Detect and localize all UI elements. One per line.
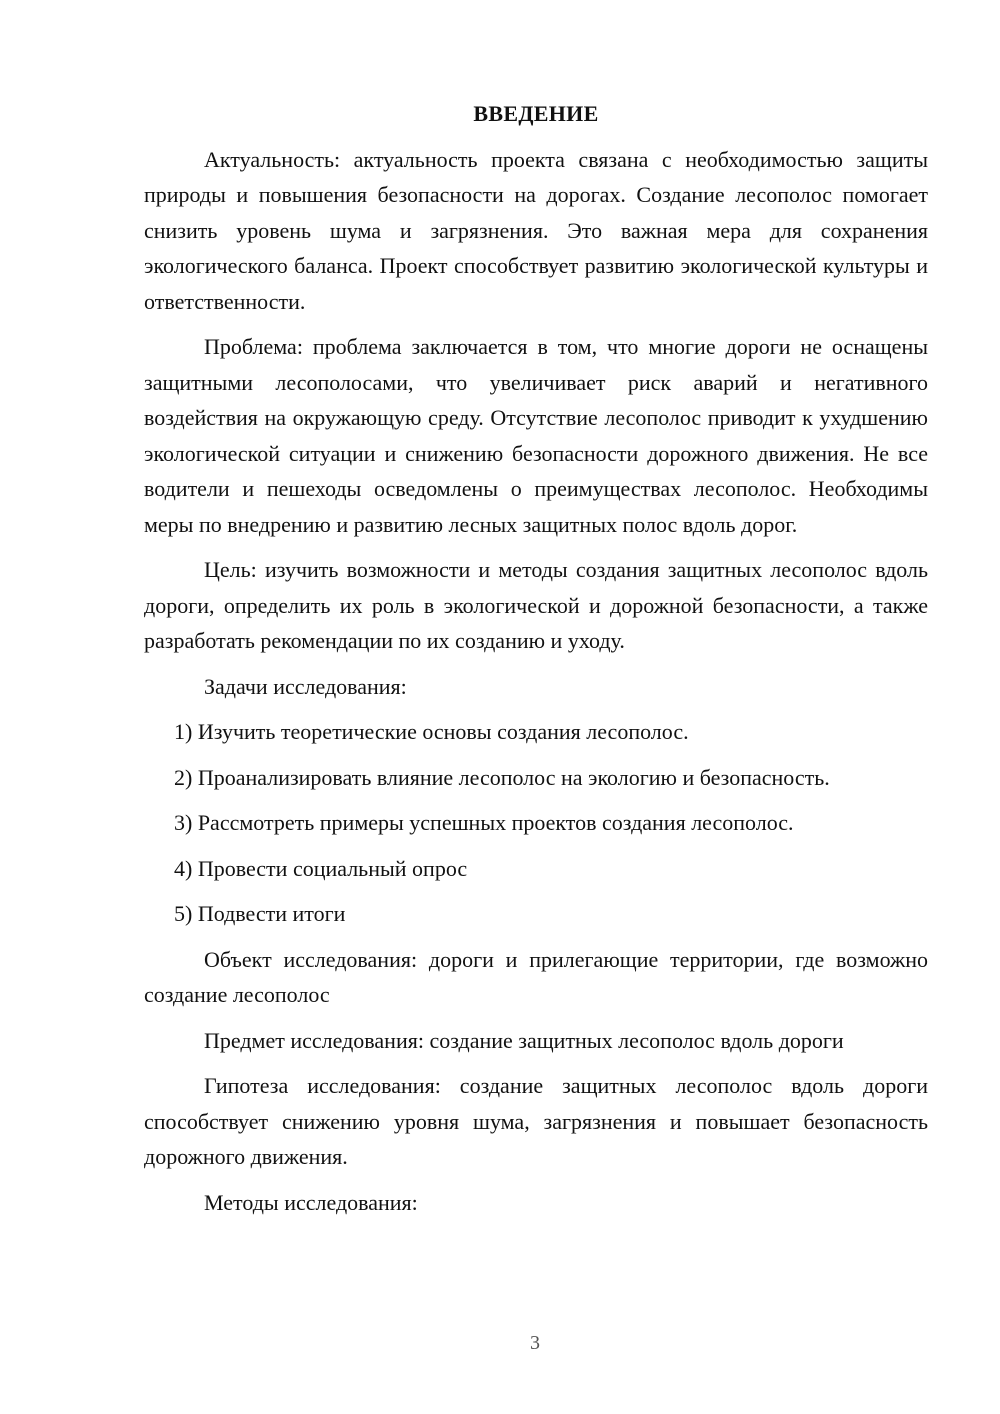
subject-paragraph: Предмет исследования: создание защитных лесополос вдоль дороги [204, 1027, 844, 1053]
list-item: 2) Проанализировать влияние лесополос на экологию и безопасность. [174, 764, 830, 790]
page-number: 3 [530, 1332, 540, 1354]
problem-paragraph: Проблема: проблема заключается в том, что многие дороги не оснащены защитными лесополосами, что увеличивает риск аварий и негативного воздействия на окружающую среду. Отсутствие лесополос приводит к ухудшению экологической ситуации и снижению безопасности дорожного движения. Не все водители и пешеходы осведомлены о преимуществах лесополос. Необходимы меры по внедрению и развитию лесных защитных полос вдоль дорог. [144, 334, 928, 537]
hypothesis-paragraph: Гипотеза исследования: создание защитных лесополос вдоль дороги способствует снижению уровня шума, загрязнения и повышает безопасность дорожного движения. [144, 1073, 928, 1169]
list-item: 5) Подвести итоги [174, 901, 346, 926]
page-title: ВВЕДЕНИЕ [473, 101, 599, 126]
goal-paragraph: Цель: изучить возможности и методы создания защитных лесополос вдоль дороги, определить их роль в экологической и дорожной безопасности, а также разработать рекомендации по их созданию и уходу. [144, 557, 928, 653]
object-paragraph: Объект исследования: дороги и прилегающие территории, где возможно создание лесополос [144, 946, 928, 1007]
list-item: 3) Рассмотреть примеры успешных проектов создания лесополос. [174, 810, 794, 835]
methods-heading: Методы исследования: [204, 1189, 418, 1215]
relevance-paragraph: Актуальность: актуальность проекта связана с необходимостью защиты природы и повышения безопасности на дорогах. Создание лесополос помогает снизить уровень шума и загрязнения. Это важная мера для сохранения экологического баланса. Проект способствует развитию экологической культуры и ответственности. [144, 146, 928, 314]
tasks-heading: Задачи исследования: [204, 673, 407, 699]
list-item: 4) Провести социальный опрос [174, 855, 468, 881]
tasks-list [144, 714, 928, 932]
document-page [144, 96, 928, 1230]
list-item: 1) Изучить теоретические основы создания лесополос. [174, 719, 689, 744]
